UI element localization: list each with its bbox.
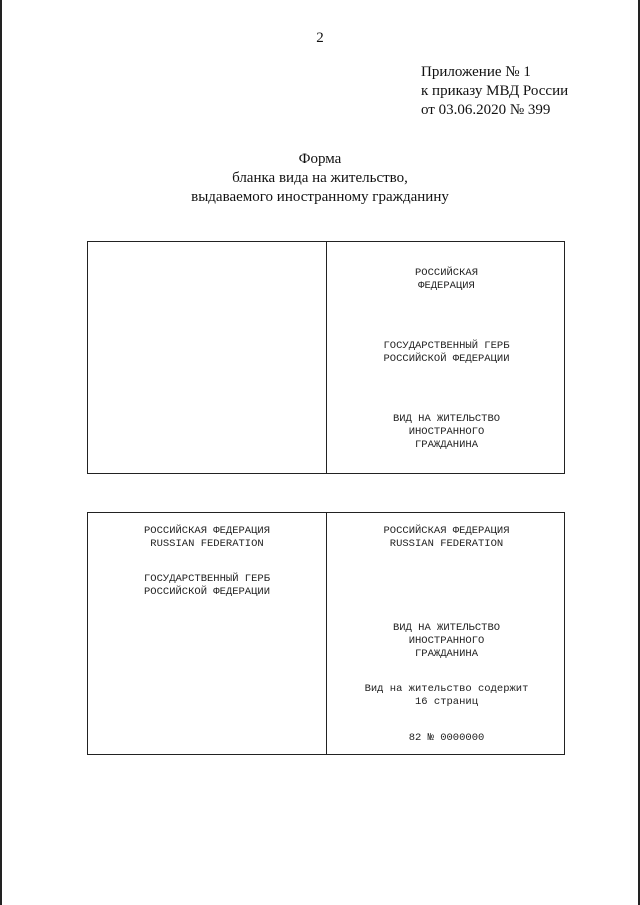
inner-right-serial-number: 82 № 0000000 <box>408 732 485 744</box>
inner-right-document-line-2: ИНОСТРАННОГО <box>408 635 485 647</box>
inner-right-country-en: RUSSIAN FEDERATION <box>389 538 504 550</box>
inner-left-country-ru: РОССИЙСКАЯ ФЕДЕРАЦИЯ <box>143 525 271 537</box>
appendix-line-3: от 03.06.2020 № 399 <box>421 102 551 118</box>
appendix-line-1: Приложение № 1 <box>421 64 531 80</box>
cover-country <box>327 267 566 293</box>
inner-right-page-count <box>327 683 566 709</box>
inner-right-page-count-line-1: Вид на жительство содержит <box>364 683 529 695</box>
inner-left-emblem-placeholder <box>88 573 326 599</box>
inner-right-document-line-1: ВИД НА ЖИТЕЛЬСТВО <box>392 622 501 634</box>
page-number: 2 <box>316 30 324 46</box>
cover-emblem-line-2: РОССИЙСКОЙ ФЕДЕРАЦИИ <box>383 353 510 365</box>
scan-edge-left <box>0 0 2 905</box>
inner-right-document-title <box>327 622 566 661</box>
appendix-line-2: к приказу МВД России <box>421 83 569 99</box>
inner-right-page-count-line-2: 16 страниц <box>414 696 478 708</box>
cover-document-title <box>327 413 566 452</box>
inner-right-country-ru: РОССИЙСКАЯ ФЕДЕРАЦИЯ <box>383 525 510 537</box>
inner-right-document-line-3: ГРАЖДАНИНА <box>414 648 478 660</box>
inner-left-emblem-line-2: РОССИЙСКОЙ ФЕДЕРАЦИИ <box>143 586 271 598</box>
form-title-line-1: Форма <box>298 151 342 167</box>
inner-left-country-en: RUSSIAN FEDERATION <box>150 538 264 550</box>
inner-left-emblem-line-1: ГОСУДАРСТВЕННЫЙ ГЕРБ <box>143 573 271 585</box>
cover-document-line-2: ИНОСТРАННОГО <box>408 426 485 438</box>
inner-spread <box>87 512 565 755</box>
cover-document-line-3: ГРАЖДАНИНА <box>414 439 478 451</box>
form-title <box>0 150 640 207</box>
cover-emblem-line-1: ГОСУДАРСТВЕННЫЙ ГЕРБ <box>383 340 510 352</box>
appendix-header <box>421 63 568 120</box>
form-title-line-3: выдаваемого иностранному гражданину <box>191 189 449 205</box>
form-title-line-2: бланка вида на жительство, <box>232 170 408 186</box>
cover-emblem-placeholder <box>327 340 566 366</box>
cover-country-line-1: РОССИЙСКАЯ <box>414 267 478 279</box>
cover-country-line-2: ФЕДЕРАЦИЯ <box>418 280 475 292</box>
inner-left-country <box>88 525 326 551</box>
cover-document-line-1: ВИД НА ЖИТЕЛЬСТВО <box>392 413 501 425</box>
cover-spread <box>87 241 565 474</box>
inner-right-country <box>327 525 566 551</box>
